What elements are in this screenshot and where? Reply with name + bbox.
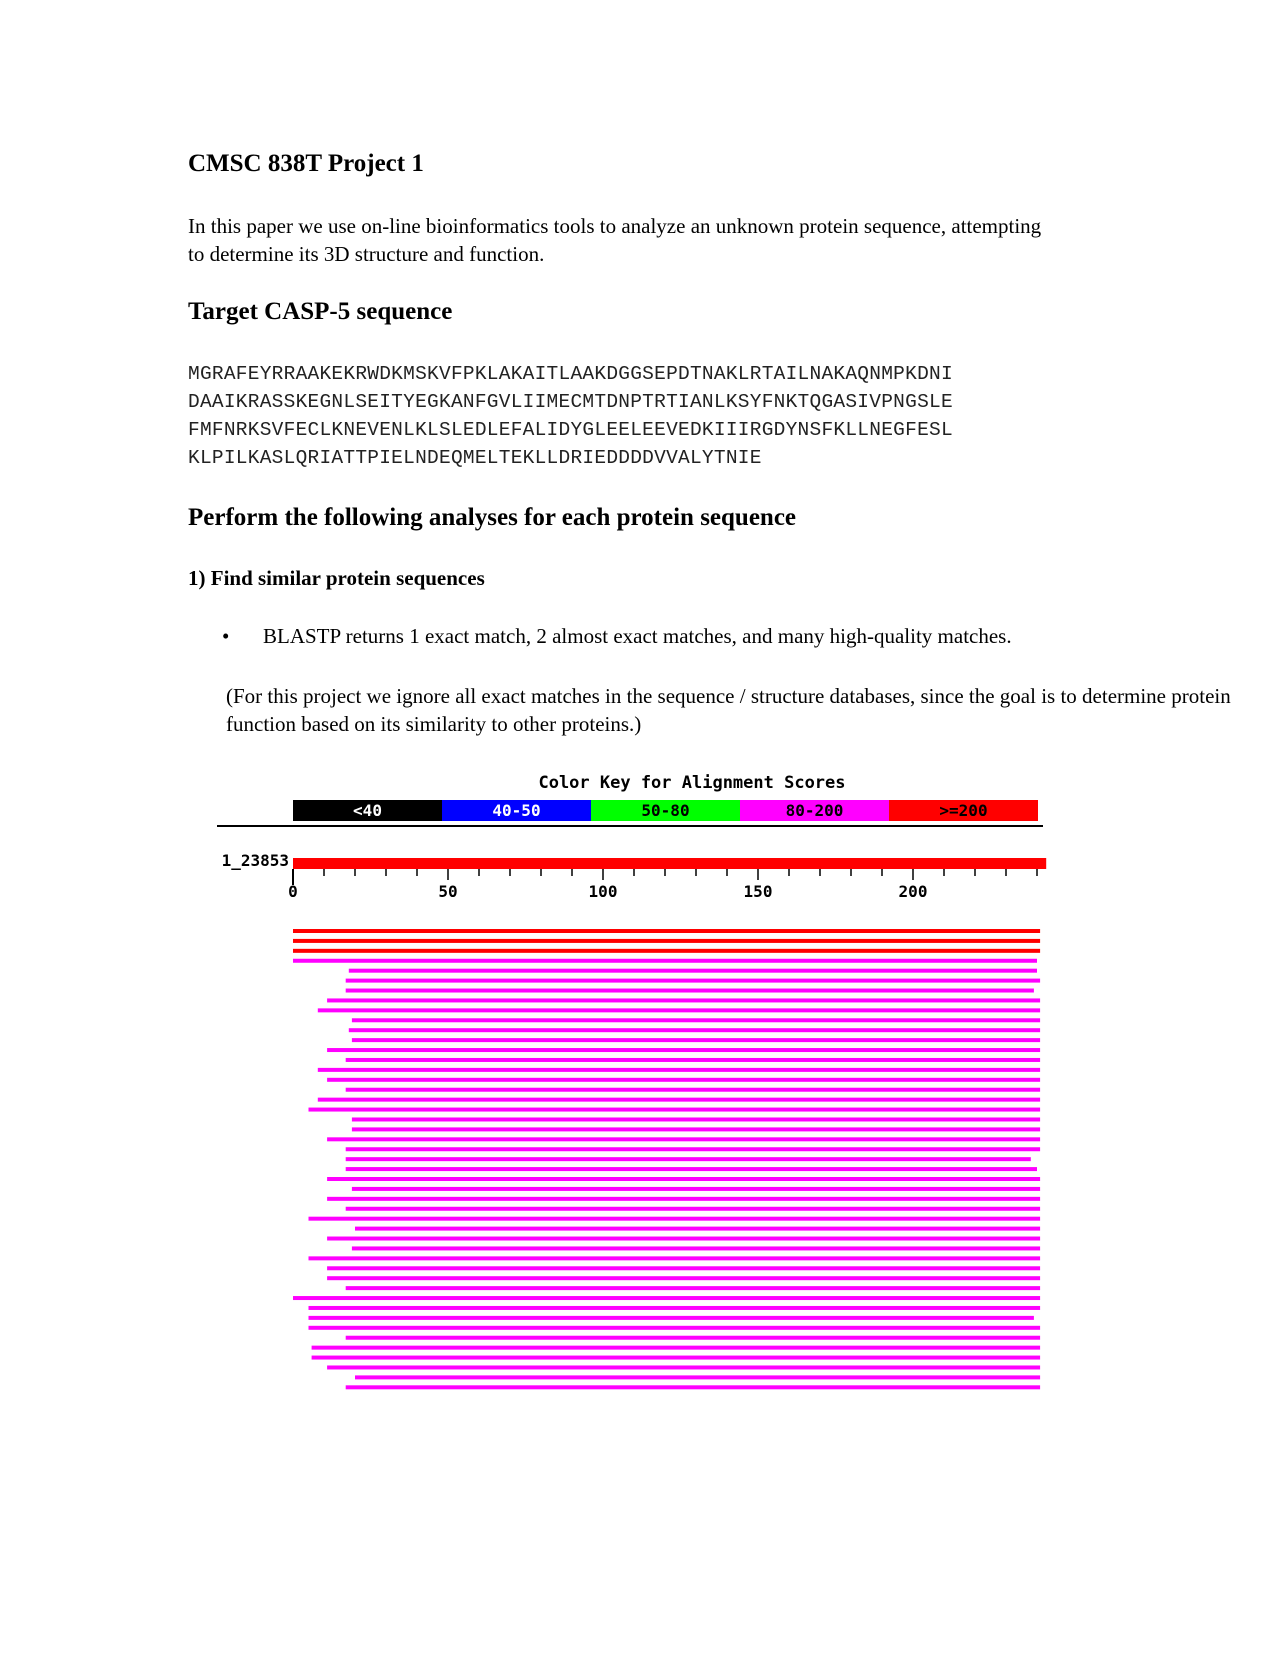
hit-bar — [327, 1177, 1040, 1181]
bullet-text: BLASTP returns 1 exact match, 2 almost exact matches, and many high-quality matches. — [263, 624, 1012, 648]
hit-bar — [346, 1286, 1040, 1290]
x-tick-label: 0 — [288, 882, 298, 901]
color-key-title: Color Key for Alignment Scores — [538, 773, 846, 793]
hit-bar — [293, 959, 1037, 963]
step1-heading: 1) Find similar protein sequences — [188, 566, 485, 590]
x-tick-label: 100 — [588, 882, 618, 901]
hit-bar — [352, 1018, 1040, 1022]
hit-bar — [327, 1048, 1040, 1052]
hit-bar — [293, 949, 1040, 953]
hit-bar — [327, 1137, 1040, 1141]
hit-bar — [352, 1038, 1040, 1042]
hit-bar — [346, 979, 1040, 983]
hit-bar — [312, 1346, 1041, 1350]
analyses-heading: Perform the following analyses for each protein sequence — [188, 504, 797, 531]
hit-bar — [346, 1157, 1031, 1161]
x-tick-label: 50 — [438, 882, 458, 901]
page-title: CMSC 838T Project 1 — [188, 150, 424, 177]
hit-bar — [327, 1365, 1040, 1369]
hit-bar — [355, 1375, 1040, 1379]
hit-bar — [318, 1068, 1040, 1072]
hit-bar — [346, 1167, 1037, 1171]
hit-bar — [352, 1187, 1040, 1191]
intro-paragraph: In this paper we use on-line bioinformatics tools to analyze an unknown protein sequence, attempting to determine its 3D structure and function. — [188, 214, 1042, 266]
color-key-label: 80-200 — [785, 801, 844, 820]
hit-bar — [352, 1117, 1040, 1121]
color-key-label: >=200 — [939, 801, 988, 820]
hit-bar — [309, 1306, 1041, 1310]
query-label: 1_23853 — [221, 851, 289, 870]
hit-bar — [312, 1356, 1041, 1360]
hit-bar — [346, 1385, 1040, 1389]
sequence-heading: Target CASP-5 sequence — [188, 298, 453, 325]
x-tick-label: 150 — [743, 882, 773, 901]
hit-bar — [309, 1108, 1041, 1112]
hit-bar — [352, 1246, 1040, 1250]
hit-bar — [293, 1296, 1040, 1300]
hit-bar — [327, 998, 1040, 1002]
bullet-marker: • — [222, 624, 230, 648]
hit-bar — [355, 1227, 1040, 1231]
hit-bar — [346, 1058, 1040, 1062]
hit-bar — [309, 1316, 1034, 1320]
hit-bar — [349, 969, 1037, 973]
x-tick-label: 200 — [898, 882, 928, 901]
hit-bar — [327, 1078, 1040, 1082]
hit-bar — [346, 989, 1034, 993]
sequence-line: FMFNRKSVFECLKNEVENLKLSLEDLEFALIDYGLEELEEVEDKIIIRGDYNSFKLLNEGFESL — [188, 419, 953, 441]
hit-bar — [309, 1326, 1041, 1330]
hit-bar — [293, 939, 1040, 943]
hit-bar — [346, 1336, 1040, 1340]
hit-bar — [293, 929, 1040, 933]
hit-bar — [327, 1266, 1040, 1270]
hit-bar — [349, 1028, 1040, 1032]
hit-bar — [309, 1256, 1041, 1260]
hit-bar — [327, 1197, 1040, 1201]
sequence-line: MGRAFEYRRAAKEKRWDKMSKVFPKLAKAITLAAKDGGSEPDTNAKLRTAILNAKAQNMPKDNI — [188, 363, 953, 385]
hit-bar — [327, 1237, 1040, 1241]
hit-bar — [352, 1127, 1040, 1131]
query-bar — [293, 858, 1046, 869]
sequence-line: KLPILKASLQRIATTPIELNDEQMELTEKLLDRIEDDDDVVALYTNIE — [188, 447, 762, 469]
hit-bar — [346, 1207, 1040, 1211]
hit-bar — [309, 1217, 1041, 1221]
hit-bar — [346, 1147, 1040, 1151]
color-key-label: <40 — [353, 801, 382, 820]
hit-bar — [346, 1088, 1040, 1092]
color-key-label: 50-80 — [641, 801, 690, 820]
hit-bar — [318, 1008, 1040, 1012]
hit-bar — [318, 1098, 1040, 1102]
note-paragraph: (For this project we ignore all exact matches in the sequence / structure databases, since the goal is to determine protein function based on its similarity to other proteins.) — [226, 684, 1231, 736]
sequence-line: DAAIKRASSKEGNLSEITYEGKANFGVLIIMECMTDNPTRTIANLKSYFNKTQGASIVPNGSLE — [188, 391, 953, 413]
hit-bar — [327, 1276, 1040, 1280]
color-key-label: 40-50 — [492, 801, 541, 820]
